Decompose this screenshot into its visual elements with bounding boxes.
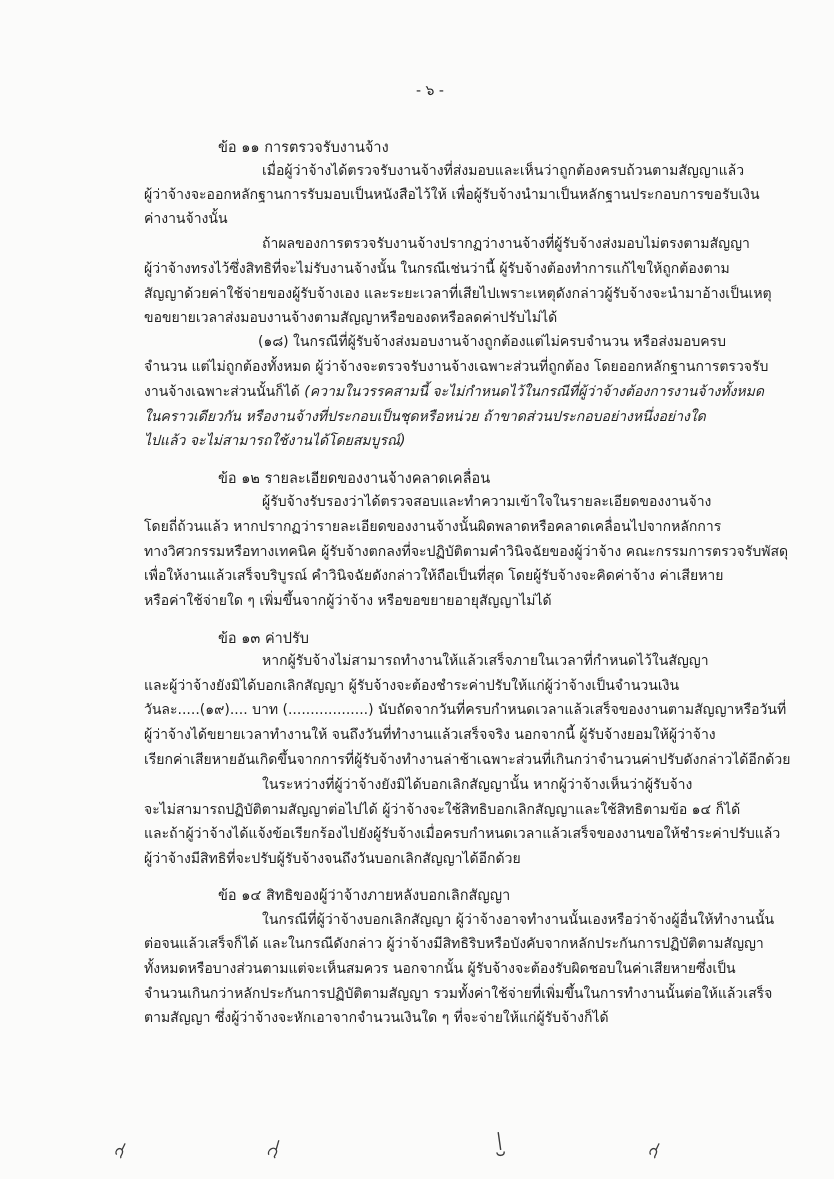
section-13-line: ผู้ว่าจ้างมีสิทธิที่จะปรับผู้รับจ้างจนถึงวันบอกเลิกสัญญาได้อีกด้วย [144,851,521,867]
section-12-line: โดยถี่ถ้วนแล้ว หากปรากฏว่ารายละเอียดของงานจ้างนั้นผิดพลาดหรือคลาดเคลื่อนไปจากหลักการ [144,519,722,535]
section-11-italic-note: ไปแล้ว จะไม่สามารถใช้งานได้โดยสมบูรณ์) [144,433,406,449]
section-11-line: สัญญาด้วยค่าใช้จ่ายของผู้รับจ้างเอง และระยะเวลาที่เสียไปเพราะเหตุดังกล่าวผู้รับจ้างจะนำมาอ้างเป็นเหตุ [144,286,772,302]
handwritten-initial-mark [490,1129,510,1161]
section-11-line: (๑๘) ในกรณีที่ผู้รับจ้างส่งมอบงานจ้างถูกต้องแต่ไม่ครบจำนวน หรือส่งมอบครบ [258,334,727,350]
handwritten-initial-mark [264,1137,285,1161]
section-11-text: งานจ้างเฉพาะส่วนนั้นก็ได้ [144,384,305,400]
section-11-heading: ข้อ ๑๑ การตรวจรับงานจ้าง [218,140,389,156]
section-11-line: ผู้ว่าจ้างทรงไว้ซึ่งสิทธิที่จะไม่รับงานจ้างนั้น ในกรณีเช่นว่านี้ ผู้รับจ้างต้องทำการแก้ไขให้ถูกต้องตาม [144,261,730,277]
section-11-line: ขอขยายเวลาส่งมอบงานจ้างตามสัญญาหรือของดหรือลดค่าปรับไม่ได้ [144,310,558,326]
handwritten-initial-mark [111,1139,132,1161]
section-13-line: จะไม่สามารถปฏิบัติตามสัญญาต่อไปได้ ผู้ว่าจ้างจะใช้สิทธิบอกเลิกสัญญาและใช้สิทธิตามข้อ ๑๔ ก็ได้ [144,802,741,818]
section-13-line: หากผู้รับจ้างไม่สามารถทำงานให้แล้วเสร็จภายในเวลาที่กำหนดไว้ในสัญญา [262,653,709,669]
section-11-italic-note: (ความในวรรคสามนี้ จะไม่กำหนดไว้ในกรณีที่ผู้ว่าจ้างต้องการงานจ้างทั้งหมด [304,384,764,400]
section-14-line: ตามสัญญา ซึ่งผู้ว่าจ้างจะหักเอาจากจำนวนเงินใด ๆ ที่จะจ่ายให้แก่ผู้รับจ้างก็ได้ [144,1010,609,1026]
section-13-line: และผู้ว่าจ้างยังมิได้บอกเลิกสัญญา ผู้รับจ้างจะต้องชำระค่าปรับให้แก่ผู้ว่าจ้างเป็นจำนวนเงิน [144,678,680,694]
section-13-line: เรียกค่าเสียหายอันเกิดขึ้นจากการที่ผู้รับจ้างทำงานล่าช้าเฉพาะส่วนที่เกินกว่าจำนวนค่าปรับดังกล่าวได้อีกด้วย [144,752,791,768]
section-13-line: วันละ.....(๑๙).... บาท (..................) นับถัดจากวันที่ครบกำหนดเวลาแล้วเสร็จของงานตามสัญญาหรือวันที่ [144,702,787,718]
section-11-line: ถ้าผลของการตรวจรับงานจ้างปรากฏว่างานจ้างที่ผู้รับจ้างส่งมอบไม่ตรงตามสัญญา [262,236,750,252]
section-14-heading: ข้อ ๑๔ สิทธิของผู้ว่าจ้างภายหลังบอกเลิกสัญญา [218,888,511,904]
section-11-line: ค่างานจ้างนั้น [144,211,228,227]
handwritten-initial-mark [645,1139,666,1161]
section-11-line: ผู้ว่าจ้างจะออกหลักฐานการรับมอบเป็นหนังสือไว้ให้ เพื่อผู้รับจ้างนำมาเป็นหลักฐานประกอบการขอรับเงิน [144,187,760,203]
section-11-line: เมื่อผู้ว่าจ้างได้ตรวจรับงานจ้างที่ส่งมอบและเห็นว่าถูกต้องครบถ้วนตามสัญญาแล้ว [262,163,745,179]
initials-row [0,1132,834,1162]
section-13-line: ผู้ว่าจ้างได้ขยายเวลาทำงานให้ จนถึงวันที่ทำงานแล้วเสร็จจริง นอกจากนี้ ผู้รับจ้างยอมให้ผู้ว่าจ้าง [144,727,716,743]
section-13-line: ในระหว่างที่ผู้ว่าจ้างยังมิได้บอกเลิกสัญญานั้น หากผู้ว่าจ้างเห็นว่าผู้รับจ้าง [262,777,693,793]
section-14-line: ในกรณีที่ผู้ว่าจ้างบอกเลิกสัญญา ผู้ว่าจ้างอาจทำงานนั้นเองหรือว่าจ้างผู้อื่นให้ทำงานนั้น [262,912,775,928]
section-12-line: ทางวิศวกรรมหรือทางเทคนิค ผู้รับจ้างตกลงที่จะปฏิบัติตามคำวินิจฉัยของผู้ว่าจ้าง คณะกรรมการตรวจรับพัสดุ [144,544,789,560]
section-12-line: เพื่อให้งานแล้วเสร็จบริบูรณ์ คำวินิจฉัยดังกล่าวให้ถือเป็นที่สุด โดยผู้รับจ้างจะคิดค่าจ้าง ค่าเสียหาย [144,568,724,584]
section-14-line: ต่อจนแล้วเสร็จก็ได้ และในกรณีดังกล่าว ผู้ว่าจ้างมีสิทธิริบหรือบังคับจากหลักประกันการปฏิบัติตามสัญญา [144,936,764,952]
section-12-heading: ข้อ ๑๒ รายละเอียดของงานจ้างคลาดเคลื่อน [218,471,491,487]
section-11-line: จำนวน แต่ไม่ถูกต้องทั้งหมด ผู้ว่าจ้างจะตรวจรับงานจ้างเฉพาะส่วนที่ถูกต้อง โดยออกหลักฐานการตรวจรับ [144,359,769,375]
section-12-line: หรือค่าใช้จ่ายใด ๆ เพิ่มขึ้นจากผู้ว่าจ้าง หรือขอขยายอายุสัญญาไม่ได้ [144,593,552,609]
section-11-line-mixed [144,382,764,402]
section-11-italic-note: ในคราวเดียวกัน หรืองานจ้างที่ประกอบเป็นชุดหรือหน่วย ถ้าขาดส่วนประกอบอย่างหนึ่งอย่างใด [144,409,706,425]
page-number: - ๖ - [416,83,444,99]
section-14-line: จำนวนเกินกว่าหลักประกันการปฏิบัติตามสัญญา รวมทั้งค่าใช้จ่ายที่เพิ่มขึ้นในการทำงานนั้นต่อให้แล้วเสร็จ [144,986,773,1002]
section-13-line: และถ้าผู้ว่าจ้างได้แจ้งข้อเรียกร้องไปยังผู้รับจ้างเมื่อครบกำหนดเวลาแล้วเสร็จของงานขอให้ชำระค่าปรับแล้ว [144,826,781,842]
section-12-line: ผู้รับจ้างรับรองว่าได้ตรวจสอบและทำความเข้าใจในรายละเอียดของงานจ้าง [262,494,712,510]
section-13-heading: ข้อ ๑๓ ค่าปรับ [218,631,309,647]
section-14-line: ทั้งหมดหรือบางส่วนตามแต่จะเห็นสมควร นอกจากนั้น ผู้รับจ้างจะต้องรับผิดชอบในค่าเสียหายซึ่งเป็น [144,961,736,977]
